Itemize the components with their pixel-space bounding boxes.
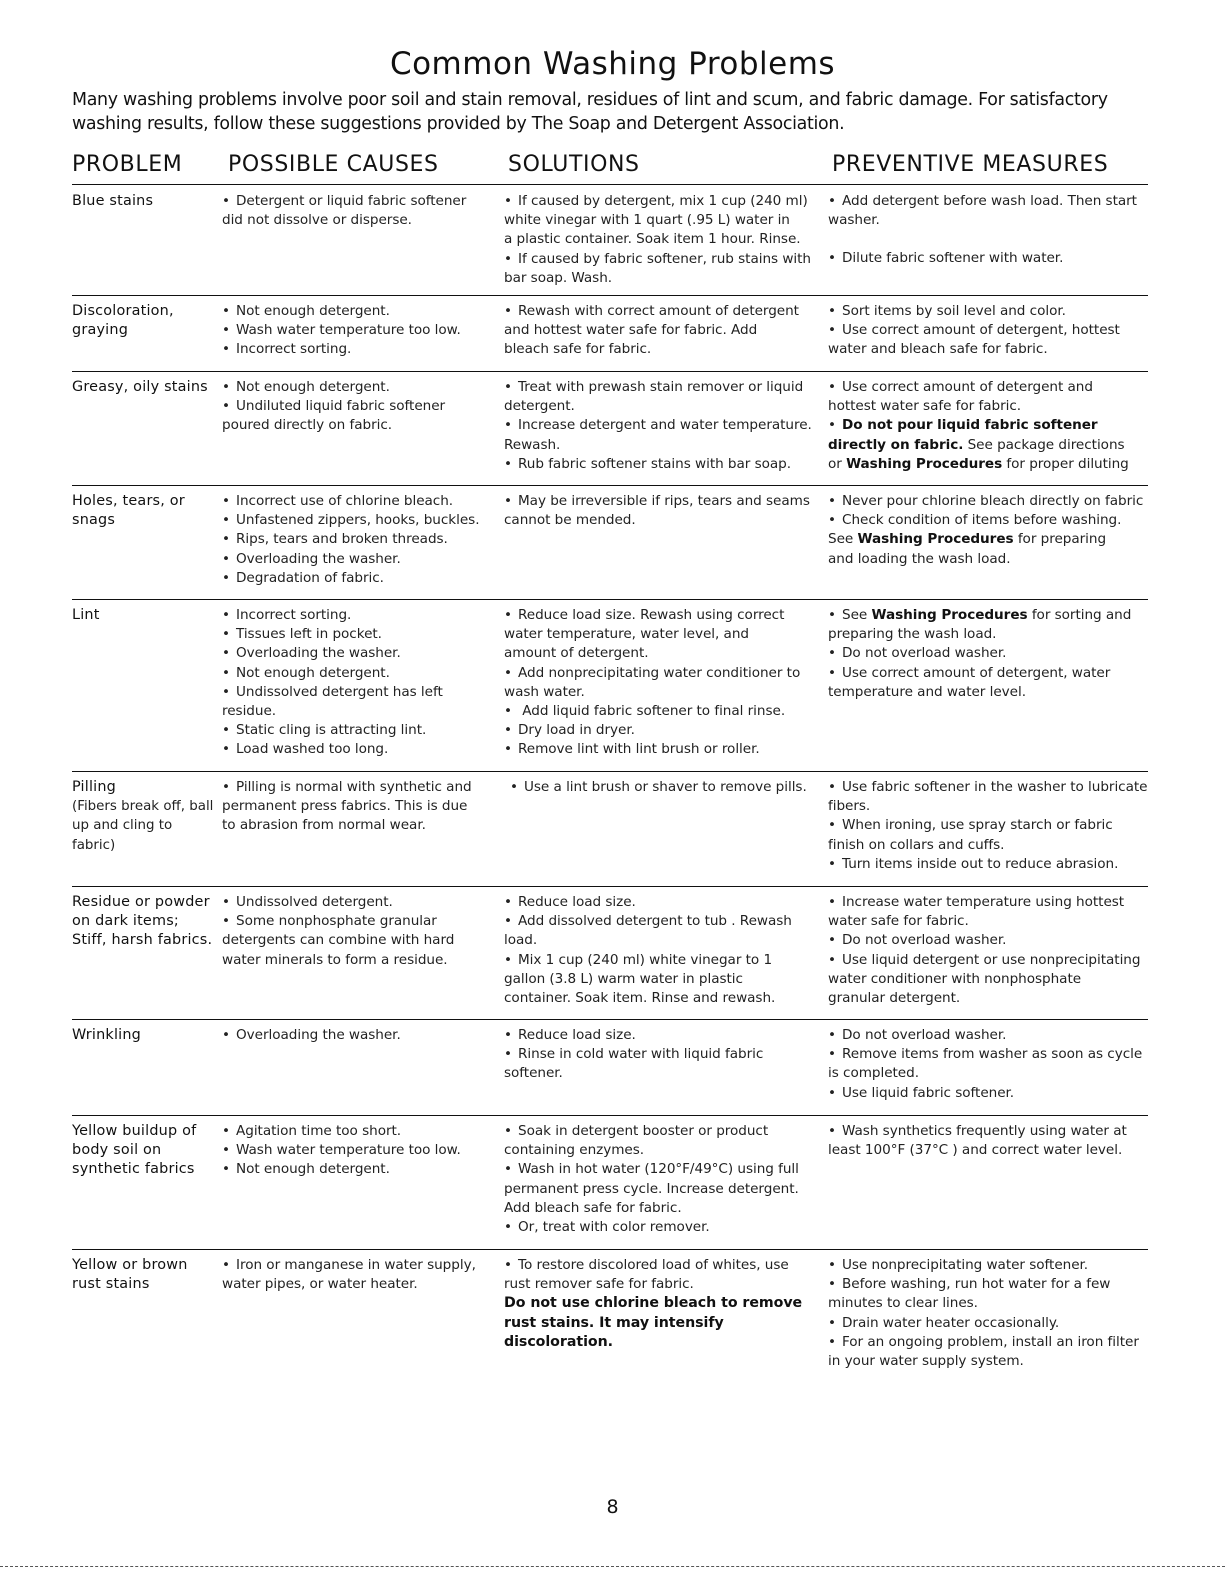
causes-cell xyxy=(222,893,498,970)
list-item: • Or, treat with color remover. xyxy=(504,1219,710,1236)
preventive-cell xyxy=(828,606,1148,702)
table-row xyxy=(72,887,1148,1020)
warning-text: discoloration. xyxy=(504,1333,613,1350)
problem-cell: Pilling (Fibers break off, ball up and cling to fabric) xyxy=(72,779,214,853)
list-item: • Turn items inside out to reduce abrasion. xyxy=(828,855,1119,872)
list-item: • Not enough detergent. xyxy=(222,664,390,681)
causes-cell xyxy=(222,606,498,760)
list-item: • Never pour chlorine bleach directly on fabric xyxy=(828,493,1144,509)
list-item: • Degradation of fabric. xyxy=(222,569,384,586)
list-item: • Check condition of items before washing. See Washing Procedures for preparing and loading the wash load. xyxy=(828,512,1122,567)
preventive-cell xyxy=(828,1026,1148,1103)
list-item: • Use liquid detergent or use nonprecipitating water conditioner with nonphosphate granular detergent. xyxy=(828,951,1141,1007)
problem-cell: Greasy, oily stains xyxy=(72,379,208,395)
solutions-cell xyxy=(504,1256,822,1352)
header-preventive-measures: PREVENTIVE MEASURES xyxy=(832,152,1109,177)
list-item: • Before washing, run hot water for a few minutes to clear lines. xyxy=(828,1276,1111,1312)
problems-table xyxy=(72,186,1148,1390)
solutions-cell xyxy=(504,1122,822,1237)
preventive-cell xyxy=(828,1256,1148,1371)
problem-cell: Yellow buildup of body soil on synthetic fabrics xyxy=(72,1123,197,1178)
causes-cell xyxy=(222,192,498,230)
list-item: • Wash water temperature too low. xyxy=(222,1142,461,1159)
list-item: • Reduce load size. Rewash using correct water temperature, water level, and amount of detergent. xyxy=(504,607,785,662)
scan-edge-divider xyxy=(0,1566,1225,1567)
list-item: • Reduce load size. xyxy=(504,894,636,910)
solutions-cell xyxy=(504,378,822,474)
list-item: • Detergent or liquid fabric softener did not dissolve or disperse. xyxy=(222,193,467,229)
list-item: • Incorrect sorting. xyxy=(222,341,352,358)
list-item: • See Washing Procedures for sorting and preparing the wash load. xyxy=(828,607,1132,643)
list-item: • Undiluted liquid fabric softener poured directly on fabric. xyxy=(222,398,446,434)
preventive-cell xyxy=(828,893,1148,1008)
causes-cell xyxy=(222,778,498,836)
list-item: • If caused by fabric softener, rub stains with bar soap. Wash. xyxy=(504,250,811,286)
problem-cell: Yellow or brown rust stains xyxy=(72,1257,188,1293)
header-possible-causes: POSSIBLE CAUSES xyxy=(228,152,439,177)
problem-cell: Wrinkling xyxy=(72,1027,142,1043)
solutions-cell xyxy=(504,492,822,530)
list-item: • Dry load in dryer. xyxy=(504,722,635,739)
table-row xyxy=(72,772,1148,887)
table-row xyxy=(72,372,1148,486)
list-item: • Add dissolved detergent to tub . Rewash load. xyxy=(504,913,792,949)
list-item: • Use a lint brush or shaver to remove pills. xyxy=(510,779,807,795)
list-item: • Undissolved detergent has left residue. xyxy=(222,683,443,720)
list-item: • Not enough detergent. xyxy=(222,1161,390,1178)
list-item: • Use correct amount of detergent and hottest water safe for fabric. xyxy=(828,379,1093,415)
table-row xyxy=(72,1250,1148,1390)
list-item: • Overloading the washer. xyxy=(222,1027,401,1043)
list-item: • When ironing, use spray starch or fabric finish on collars and cuffs. xyxy=(828,817,1113,853)
list-item: • Not enough detergent. xyxy=(222,303,390,319)
list-item: • May be irreversible if rips, tears and seams cannot be mended. xyxy=(504,493,810,529)
list-item: • Use correct amount of detergent, water temperature and water level. xyxy=(828,664,1111,700)
list-item: • Static cling is attracting lint. xyxy=(222,722,427,739)
preventive-cell xyxy=(828,492,1148,569)
table-row xyxy=(72,186,1148,296)
preventive-cell xyxy=(828,778,1148,874)
table-row xyxy=(72,1020,1148,1116)
list-item: • Mix 1 cup (240 ml) white vinegar to 1 gallon (3.8 L) warm water in plastic container. Soak item. Rinse and rewash. xyxy=(504,951,776,1007)
list-item: • Not enough detergent. xyxy=(222,379,390,395)
list-item: • Unfastened zippers, hooks, buckles. xyxy=(222,512,480,529)
table-row xyxy=(72,296,1148,372)
list-item: • Use nonprecipitating water softener. xyxy=(828,1257,1089,1273)
list-item: • Wash synthetics frequently using water at least 100°F (37°C ) and correct water level. xyxy=(828,1123,1127,1159)
list-item: • Drain water heater occasionally. xyxy=(828,1314,1060,1331)
causes-cell xyxy=(222,1256,498,1294)
list-item: • Soak in detergent booster or product containing enzymes. xyxy=(504,1123,769,1159)
table-header xyxy=(72,150,1148,185)
problem-cell: Holes, tears, or snags xyxy=(72,493,185,529)
list-item: • Some nonphosphate granular detergents can combine with hard water minerals to form a residue. xyxy=(222,913,455,968)
list-item: • Rub fabric softener stains with bar soap. xyxy=(504,455,792,472)
preventive-cell xyxy=(828,1122,1148,1160)
list-item: • Do not pour liquid fabric softener directly on fabric. See package directions or Washing Procedures for proper diluting xyxy=(828,417,1129,472)
solutions-cell xyxy=(504,192,822,288)
preventive-cell xyxy=(828,192,1148,269)
list-item: • For an ongoing problem, install an iron filter in your water supply system. xyxy=(828,1333,1139,1370)
causes-cell xyxy=(222,1026,498,1045)
problem-cell: Residue or powder on dark items; Stiff, harsh fabrics. xyxy=(72,894,213,949)
list-item: • Incorrect use of chlorine bleach. xyxy=(222,493,454,509)
list-item: • Sort items by soil level and color. xyxy=(828,303,1066,319)
list-item: • Remove lint with lint brush or roller. xyxy=(504,741,760,758)
preventive-cell xyxy=(828,378,1148,474)
intro-paragraph: Many washing problems involve poor soil and stain removal, residues of lint and scum, and fabric damage. For satisfactory washing results, follow these suggestions provided by The Soap and Detergent Association. xyxy=(72,90,1108,134)
list-item: • Rinse in cold water with liquid fabric softener. xyxy=(504,1046,764,1082)
list-item: • Overloading the washer. xyxy=(222,550,401,567)
list-item: • Undissolved detergent. xyxy=(222,894,393,910)
causes-cell xyxy=(222,1122,498,1180)
solutions-cell xyxy=(504,1026,822,1084)
table-row xyxy=(72,600,1148,772)
solutions-cell xyxy=(504,302,822,360)
list-item: • Wash in hot water (120°F/49°C) using full permanent press cycle. Increase detergent. Add bleach safe for fabric. xyxy=(504,1161,799,1216)
list-item: • Wash water temperature too low. xyxy=(222,322,461,339)
list-item: • If caused by detergent, mix 1 cup (240 ml) white vinegar with 1 quart (.95 L) water in a plastic container. Soak item 1 hour. Rinse. xyxy=(504,193,808,248)
list-item: • Reduce load size. xyxy=(504,1027,636,1043)
warning-text: rust stains. It may intensify xyxy=(504,1314,724,1331)
list-item: • Pilling is normal with synthetic and permanent press fabrics. This is due to abrasion from normal wear. xyxy=(222,779,472,834)
problem-cell: Lint xyxy=(72,607,100,623)
solutions-cell xyxy=(504,778,822,797)
header-solutions: SOLUTIONS xyxy=(508,152,640,177)
list-item: • Rips, tears and broken threads. xyxy=(222,531,448,548)
list-item: • Load washed too long. xyxy=(222,741,389,758)
list-item: • Increase water temperature using hottest water safe for fabric. xyxy=(828,894,1125,930)
list-item: • Treat with prewash stain remover or liquid detergent. xyxy=(504,379,804,415)
list-item: • Use correct amount of detergent, hottest water and bleach safe for fabric. xyxy=(828,322,1120,358)
list-item: • To restore discolored load of whites, use rust remover safe for fabric. Do not use chlorine bleach to remove rust stains. It may intensify discoloration. xyxy=(504,1256,822,1352)
solutions-cell xyxy=(504,606,822,760)
list-item: • Incorrect sorting. xyxy=(222,607,352,623)
table-row xyxy=(72,1116,1148,1250)
list-item: • Do not overload washer. xyxy=(828,932,1007,949)
table-row xyxy=(72,486,1148,600)
header-problem: PROBLEM xyxy=(72,152,183,177)
list-item: • Add nonprecipitating water conditioner to wash water. xyxy=(504,664,801,700)
list-item: • Use fabric softener in the washer to lubricate fibers. xyxy=(828,779,1148,815)
list-item: • Add liquid fabric softener to final rinse. xyxy=(504,703,786,720)
list-item: • Remove items from washer as soon as cycle is completed. xyxy=(828,1046,1143,1082)
page-title: Common Washing Problems xyxy=(389,46,836,82)
list-item: • Overloading the washer. xyxy=(222,645,401,662)
list-item: • Iron or manganese in water supply, water pipes, or water heater. xyxy=(222,1257,476,1293)
problem-cell: Blue stains xyxy=(72,193,154,209)
list-item: • Use liquid fabric softener. xyxy=(828,1084,1015,1101)
list-item: • Agitation time too short. xyxy=(222,1123,402,1139)
causes-cell xyxy=(222,378,498,436)
list-item: • Rewash with correct amount of detergent and hottest water safe for fabric. Add bleach safe for fabric. xyxy=(504,303,799,358)
warning-text: Do not use chlorine bleach to remove xyxy=(504,1295,803,1312)
page-number: 8 xyxy=(606,1496,619,1518)
causes-cell xyxy=(222,302,498,360)
list-item: • Do not overload washer. xyxy=(828,645,1007,662)
solutions-cell xyxy=(504,893,822,1008)
list-item: • Tissues left in pocket. xyxy=(222,626,382,643)
causes-cell xyxy=(222,492,498,588)
list-item: • Dilute fabric softener with water. xyxy=(828,250,1064,267)
list-item: • Increase detergent and water temperature. Rewash. xyxy=(504,417,812,453)
problem-cell: Discoloration, graying xyxy=(72,303,174,339)
preventive-cell xyxy=(828,302,1148,360)
list-item: • Add detergent before wash load. Then start washer. xyxy=(828,193,1137,229)
list-item: • Do not overload washer. xyxy=(828,1027,1007,1043)
